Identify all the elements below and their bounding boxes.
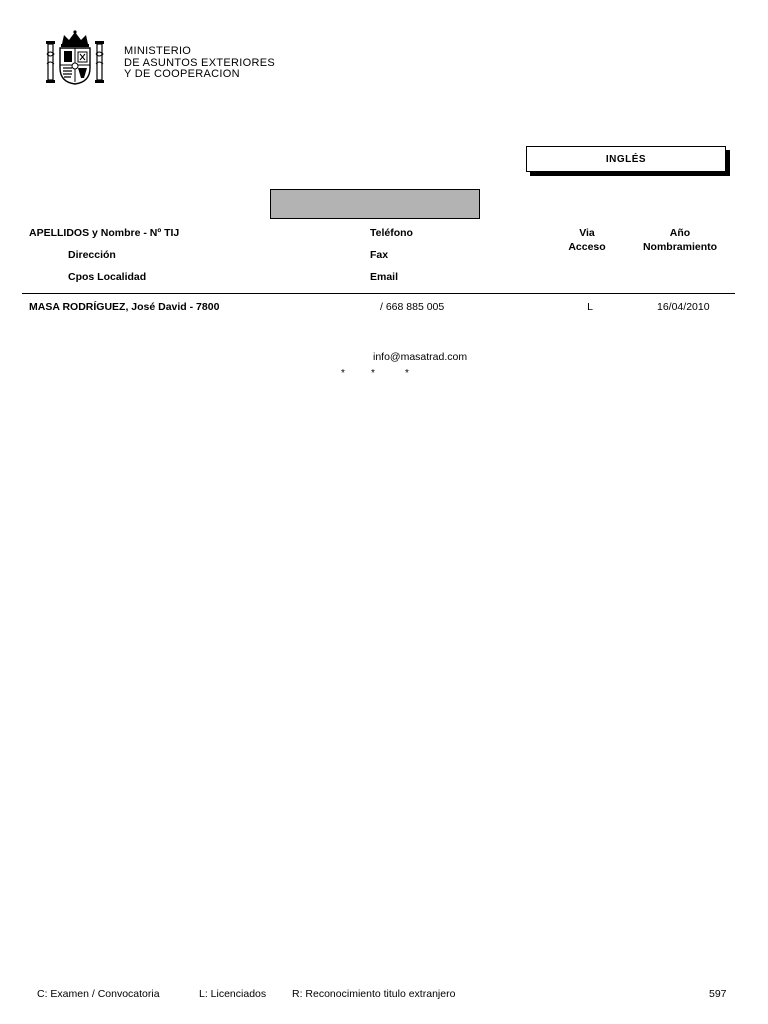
language-label: INGLÉS bbox=[605, 153, 647, 165]
language-label-box bbox=[526, 146, 726, 172]
ministry-line-2: DE ASUNTOS EXTERIORES bbox=[124, 56, 275, 69]
col-acceso: Acceso bbox=[568, 241, 606, 253]
col-cpos-localidad: Cpos Localidad bbox=[68, 271, 147, 283]
header-divider bbox=[22, 293, 735, 294]
footer-legend-l: L: Licenciados bbox=[199, 988, 267, 1000]
col-email: Email bbox=[370, 271, 399, 283]
col-telefono: Teléfono bbox=[370, 227, 413, 239]
entry-telefono: / 668 885 005 bbox=[380, 301, 445, 313]
footer-legend-c: C: Examen / Convocatoria bbox=[37, 988, 160, 1000]
col-nombramiento: Nombramiento bbox=[642, 241, 718, 253]
entry-name-tij: MASA RODRÍGUEZ, José David - 7800 bbox=[29, 301, 220, 313]
col-ano: Año bbox=[669, 227, 691, 239]
col-direccion: Dirección bbox=[68, 249, 116, 261]
spain-coat-of-arms-icon bbox=[44, 30, 106, 86]
entry-email: info@masatrad.com bbox=[373, 351, 468, 363]
gray-header-box bbox=[270, 189, 480, 219]
entry-mark-1: * bbox=[341, 368, 345, 379]
ministry-line-3: Y DE COOPERACION bbox=[124, 68, 240, 80]
entry-mark-2: * bbox=[371, 368, 375, 379]
coat-of-arms-logo bbox=[44, 30, 106, 86]
ministry-name bbox=[124, 46, 275, 81]
entry-mark-3: * bbox=[405, 368, 409, 379]
entry-via-acceso: L bbox=[587, 301, 593, 313]
col-via: Via bbox=[579, 227, 595, 239]
entry-fecha: 16/04/2010 bbox=[657, 301, 710, 313]
footer-legend-r: R: Reconocimiento titulo extranjero bbox=[292, 988, 456, 1000]
col-name-tij: APELLIDOS y Nombre - Nº TIJ bbox=[29, 227, 180, 239]
ministry-line-1: MINISTERIO bbox=[124, 45, 192, 57]
page-number: 597 bbox=[709, 988, 727, 1000]
col-fax: Fax bbox=[370, 249, 389, 261]
